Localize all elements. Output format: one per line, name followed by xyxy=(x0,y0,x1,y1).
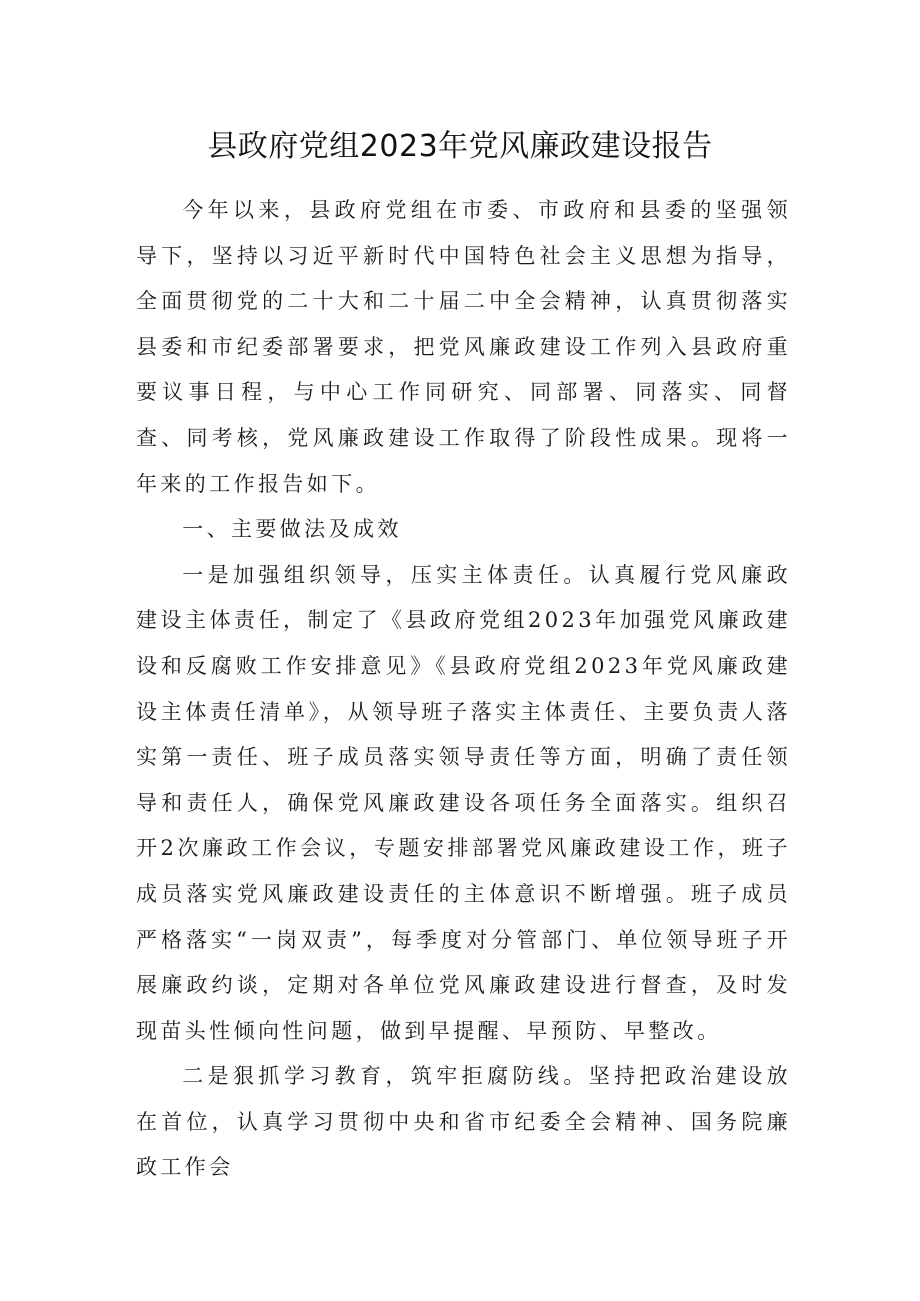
body-paragraph: 二是狠抓学习教育，筑牢拒腐防线。坚持把政治建设放在首位，认真学习贯彻中央和省市纪委全会精神、国务院廉政工作会 xyxy=(136,1064,791,1180)
document-body xyxy=(136,188,791,1191)
document-title: 县政府党组2023年党风廉政建设报告 xyxy=(207,129,713,164)
body-paragraph: 一是加强组织领导，压实主体责任。认真履行党风廉政建设主体责任，制定了《县政府党组2023年加强党风廉政建设和反腐败工作安排意见》《县政府党组2023年党风廉政建设主体责任清单》，从领导班子落实主体责任、主要负责人落实第一责任、班子成员落实领导责任等方面，明确了责任领导和责任人，确保党风廉政建设各项任务全面落实。组织召开2次廉政工作会议，专题安排部署党风廉政建设工作，班子成员落实党风廉政建设责任的主体意识不断增强。班子成员严格落实“一岗双责”，每季度对分管部门、单位领导班子开展廉政约谈，定期对各单位党风廉政建设进行督查，及时发现苗头性倾向性问题，做到早提醒、早预防、早整改。 xyxy=(136,562,791,1043)
intro-paragraph: 今年以来，县政府党组在市委、市政府和县委的坚强领导下，坚持以习近平新时代中国特色社会主义思想为指导，全面贯彻党的二十大和二十届二中全会精神，认真贯彻落实县委和市纪委部署要求，把党风廉政建设工作列入县政府重要议事日程，与中心工作同研究、同部署、同落实、同督查、同考核，党风廉政建设工作取得了阶段性成果。现将一年来的工作报告如下。 xyxy=(136,198,791,496)
section-heading: 一、主要做法及成效 xyxy=(182,517,402,542)
